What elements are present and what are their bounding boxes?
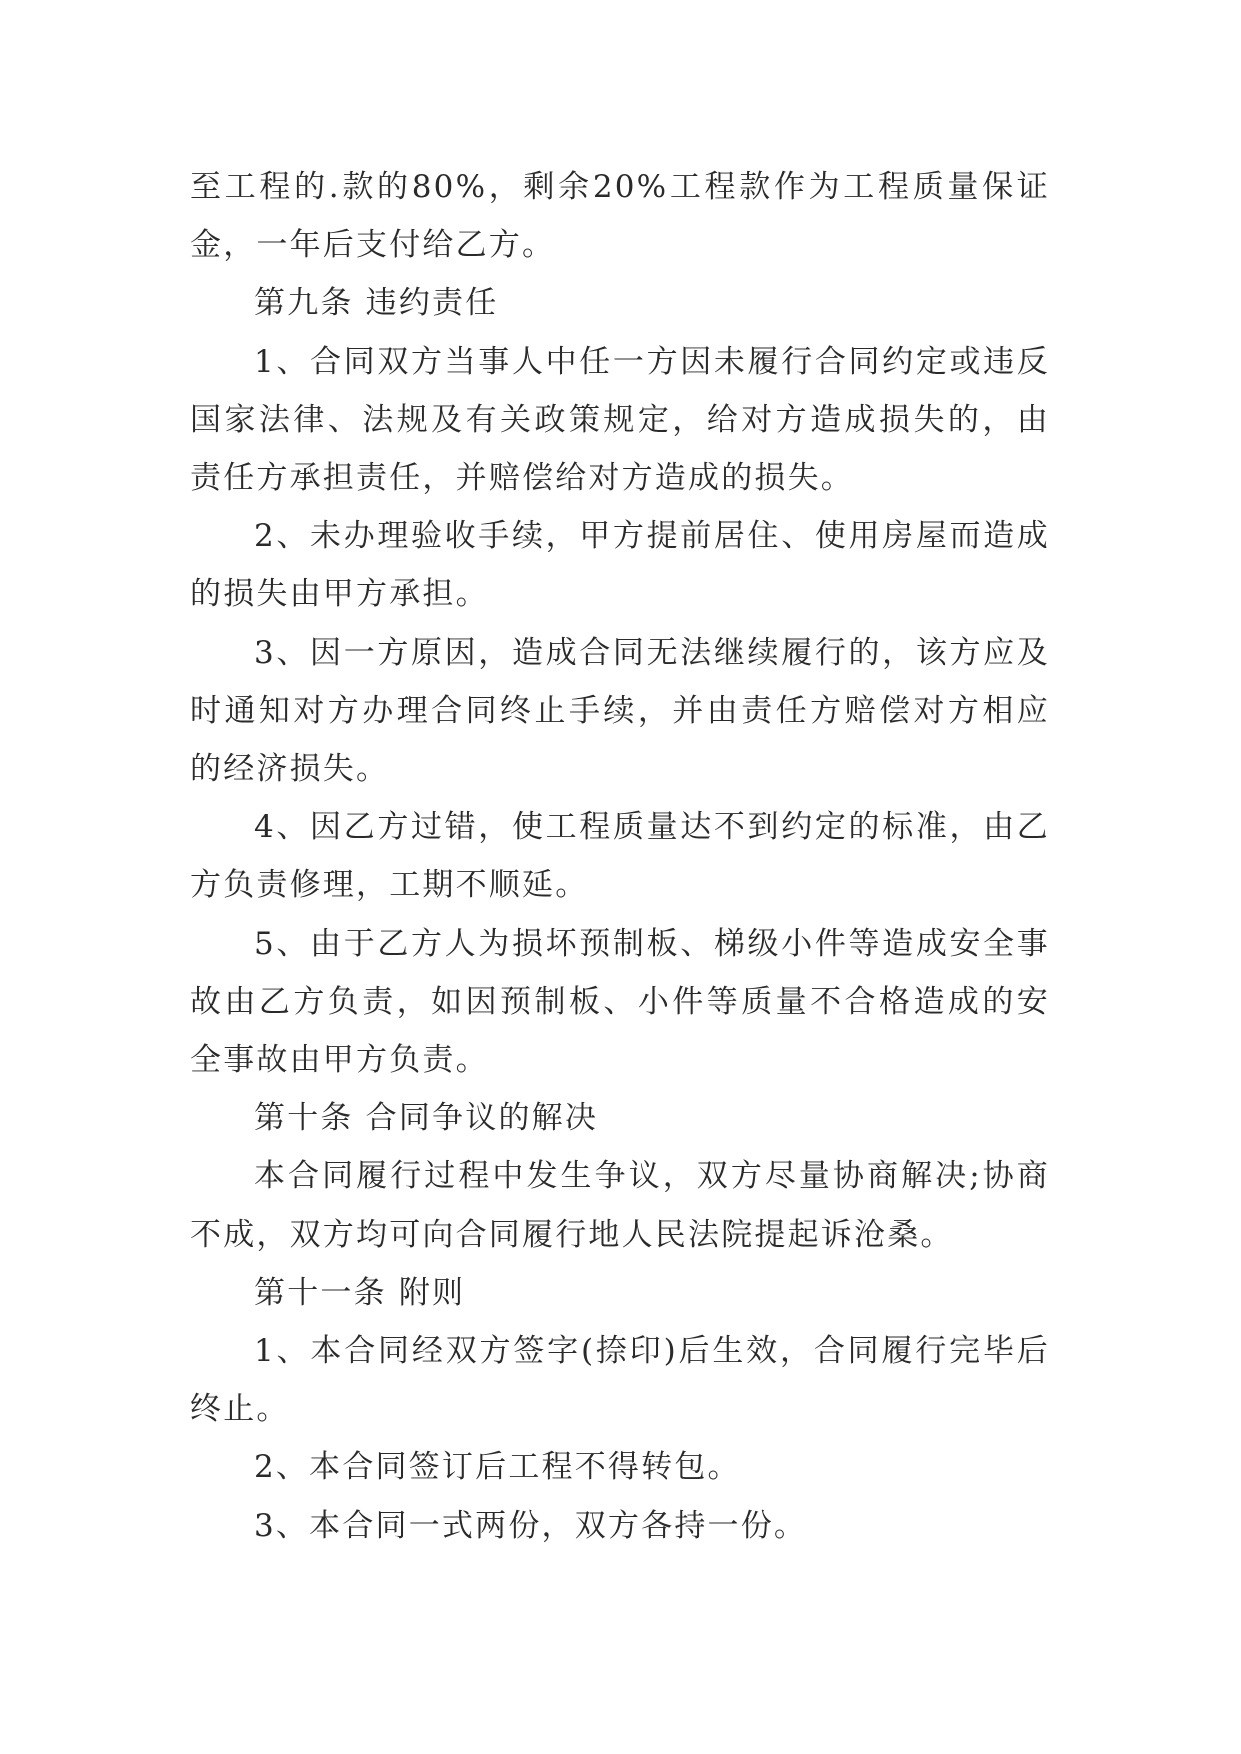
- paragraph-article-9-item-4: 4、因乙方过错，使工程质量达不到约定的标准，由乙方负责修理，工期不顺延。: [190, 809, 1050, 904]
- paragraph-article-9-item-5: 5、由于乙方人为损坏预制板、梯级小件等造成安全事故由乙方负责，如因预制板、小件等质量不合格造成的安全事故由甲方负责。: [190, 925, 1050, 1079]
- section-heading-article-11: 第十一条 附则: [254, 1274, 466, 1311]
- paragraph-article-11-item-2: 2、本合同签订后工程不得转包。: [254, 1449, 741, 1486]
- paragraph-article-9-item-3: 3、因一方原因，造成合同无法继续履行的，该方应及时通知对方办理合同终止手续，并由责任方赔偿对方相应的经济损失。: [190, 634, 1050, 788]
- paragraph-article-11-item-1: 1、本合同经双方签字(捺印)后生效，合同履行完毕后终止。: [190, 1333, 1050, 1428]
- document-body: [190, 158, 1050, 1555]
- paragraph-article-9-item-2: 2、未办理验收手续，甲方提前居住、使用房屋而造成的损失由甲方承担。: [190, 518, 1050, 613]
- paragraph-article-9-item-1: 1、合同双方当事人中任一方因未履行合同约定或违反国家法律、法规及有关政策规定，给对方造成损失的，由责任方承担责任，并赔偿给对方造成的损失。: [190, 343, 1050, 497]
- paragraph-article-10-body: 本合同履行过程中发生争议，双方尽量协商解决;协商不成，双方均可向合同履行地人民法院提起诉沧桑。: [190, 1158, 1050, 1253]
- section-heading-article-10: 第十条 合同争议的解决: [254, 1100, 599, 1137]
- paragraph-article-11-item-3: 3、本合同一式两份，双方各持一份。: [254, 1507, 808, 1544]
- section-heading-article-9: 第九条 违约责任: [254, 285, 499, 322]
- paragraph-payment-continuation: 至工程的.款的80%，剩余20%工程款作为工程质量保证金，一年后支付给乙方。: [190, 169, 1050, 264]
